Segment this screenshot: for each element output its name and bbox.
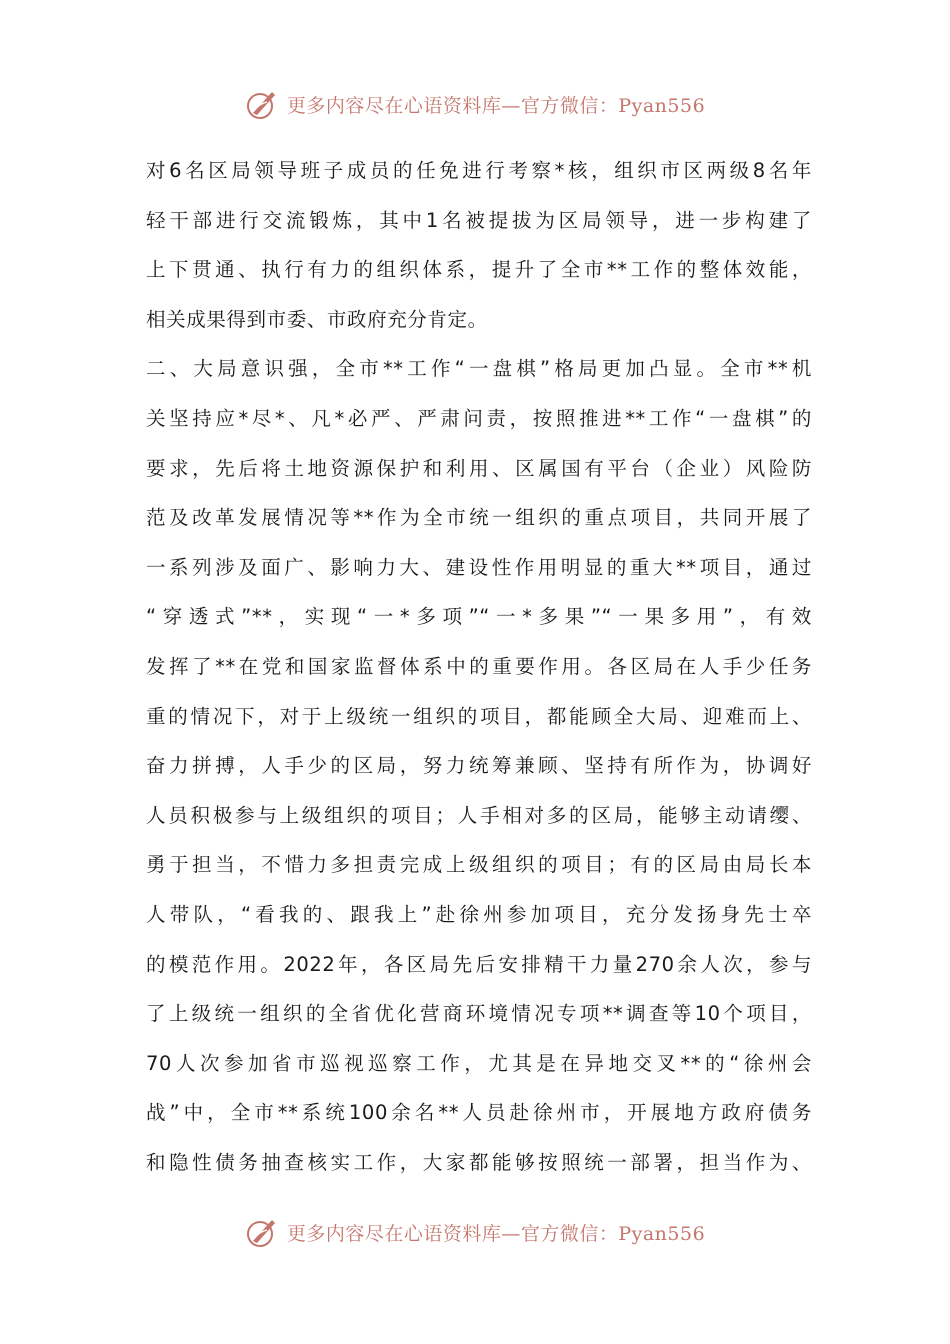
paragraph-line: 一系列涉及面广、影响力大、建设性作用明显的重大**项目，通过 — [146, 555, 812, 579]
paragraph-line: 勇于担当，不惜力多担责完成上级组织的项目；有的区局由局长本 — [146, 853, 812, 877]
watermark-text: 更多内容尽在心语资料库—官方微信：Pyan556 — [286, 94, 706, 117]
quill-pen-circle-icon — [245, 1215, 279, 1249]
watermark-banner-bottom — [0, 1212, 950, 1252]
document-body — [146, 146, 812, 1187]
paragraph-line: 对6名区局领导班子成员的任免进行考察*核，组织市区两级8名年 — [146, 159, 812, 182]
paragraph-line: 上下贯通、执行有力的组织体系，提升了全市**工作的整体效能， — [146, 258, 812, 282]
paragraph-last-line: 相关成果得到市委、市政府充分肯定。 — [146, 307, 488, 331]
paragraph-line: 人带队，“看我的、跟我上”赴徐州参加项目，充分发扬身先士卒 — [146, 902, 812, 926]
watermark-text: 更多内容尽在心语资料库—官方微信：Pyan556 — [286, 1222, 706, 1245]
paragraph-line: 奋力拼搏，人手少的区局，努力统筹兼顾、坚持有所作为，协调好 — [146, 754, 812, 778]
paragraph-line: 二、大局意识强，全市**工作“一盘棋”格局更加凸显。全市**机 — [146, 357, 812, 381]
quill-pen-circle-icon — [245, 87, 279, 121]
paragraph-line: 关坚持应*尽*、凡*必严、严肃问责，按照推进**工作“一盘棋”的 — [146, 406, 812, 430]
paragraph-line: 了上级统一组织的全省优化营商环境情况专项**调查等10个项目， — [146, 1002, 812, 1026]
paragraph-line: 轻干部进行交流锻炼，其中1名被提拔为区局领导，进一步构建了 — [146, 208, 812, 232]
paragraph-line: “穿透式”**，实现“一*多项”“一*多果”“一果多用”，有效 — [146, 605, 812, 629]
watermark-banner-top — [0, 84, 950, 124]
paragraph-line: 70人次参加省市巡视巡察工作，尤其是在异地交叉**的“徐州会 — [146, 1051, 812, 1075]
paragraph-line: 要求，先后将土地资源保护和利用、区属国有平台（企业）风险防 — [146, 456, 812, 480]
paragraph-line: 战”中，全市**系统100余名**人员赴徐州市，开展地方政府债务 — [146, 1101, 812, 1125]
paragraph-line: 和隐性债务抽查核实工作，大家都能够按照统一部署，担当作为、 — [146, 1150, 812, 1174]
paragraph-line: 人员积极参与上级组织的项目；人手相对多的区局，能够主动请缨、 — [146, 803, 812, 827]
paragraph-line: 范及改革发展情况等**作为全市统一组织的重点项目，共同开展了 — [146, 506, 812, 530]
paragraph-line: 发挥了**在党和国家监督体系中的重要作用。各区局在人手少任务 — [146, 654, 812, 678]
paragraph-line: 重的情况下，对于上级统一组织的项目，都能顾全大局、迎难而上、 — [146, 704, 812, 728]
paragraph-line: 的模范作用。2022年，各区局先后安排精干力量270余人次，参与 — [146, 952, 812, 976]
